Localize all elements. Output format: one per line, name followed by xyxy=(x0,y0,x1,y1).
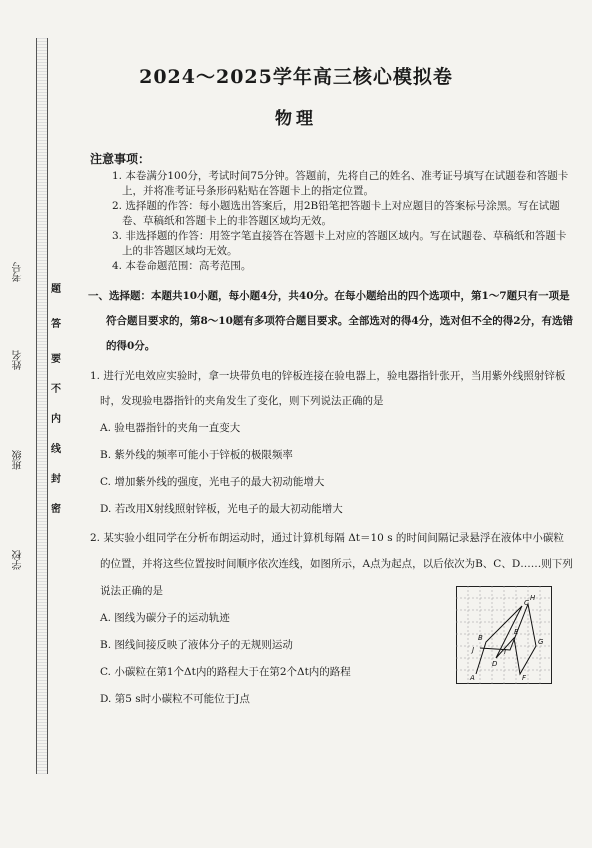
question-2-stem: 的位置，并将这些位置按时间顺序依次连线，如图所示，A点为起点，以后依次为B、C、D……则下列 xyxy=(100,558,573,570)
question-1-option-a: A. 验电器指针的夹角一直变大 xyxy=(100,422,241,434)
question-2-stem: 2. 某实验小组同学在分析布朗运动时，通过计算机每隔 Δt＝10 s 的时间间隔记录悬浮在液体中小碳粒 xyxy=(90,532,564,544)
notice-line: 1. 本卷满分100分，考试时间75分钟。答题前，先将自己的姓名、准考证号填写在试题卷和答题卡 xyxy=(112,170,569,182)
seal-char: 题 xyxy=(51,284,61,295)
question-1-stem: 时，发现验电器指针的夹角发生了变化，则下列说法正确的是 xyxy=(100,395,384,407)
notice-line: 上，并将准考证号条形码粘贴在答题卡上的指定位置。 xyxy=(122,185,374,197)
point-label: G xyxy=(538,638,544,646)
notice-line: 3. 非选择题的作答：用签字笔直接答在答题卡上对应的答题区域内。写在试题卷、草稿纸和答题卡 xyxy=(112,230,567,242)
section-instructions: 符合题目要求的，第8～10题有多项符合题目要求。全部选对的得4分，选对但不全的得2分，有选错 xyxy=(106,315,574,327)
question-2-stem: 说法正确的是 xyxy=(100,585,163,597)
particle-path xyxy=(476,604,536,674)
notice-line: 卷、草稿纸和答题卡上的非答题区域均无效。 xyxy=(122,215,332,227)
exam-subject: 物理 xyxy=(275,109,317,129)
seal-char: 要 xyxy=(51,354,61,365)
class-label: 班级 xyxy=(13,450,24,470)
school-label: 学校 xyxy=(13,550,24,570)
question-1-stem: 1. 进行光电效应实验时，拿一块带负电的锌板连接在验电器上，验电器指针张开，当用紫外线照射锌板 xyxy=(90,370,566,382)
name-label: 姓名 xyxy=(13,350,24,370)
question-2-option-c: C. 小碳粒在第1个Δt内的路程大于在第2个Δt内的路程 xyxy=(100,666,351,678)
question-2-option-d: D. 第5 s时小碳粒不可能位于J点 xyxy=(100,693,250,705)
point-label: E xyxy=(514,628,519,636)
question-2-option-b: B. 图线间接反映了液体分子的无规则运动 xyxy=(100,639,293,651)
notice-line: 上的非答题区域均无效。 xyxy=(122,245,238,257)
seal-char: 线 xyxy=(51,444,61,455)
question-1-option-b: B. 紫外线的频率可能小于锌板的极限频率 xyxy=(100,449,293,461)
section-instructions: 一、选择题：本题共10小题，每小题4分，共40分。在每小题给出的四个选项中，第1～7题只有一项是 xyxy=(88,290,570,302)
notice-heading: 注意事项： xyxy=(90,152,151,166)
point-label: A xyxy=(470,674,475,682)
point-label: C xyxy=(524,599,529,607)
notice-line: 4. 本卷命题范围：高考范围。 xyxy=(112,260,252,272)
binding-strip xyxy=(36,38,48,774)
brownian-motion-figure xyxy=(456,586,552,684)
point-label: B xyxy=(478,634,483,642)
point-label: I xyxy=(504,648,507,656)
question-2-option-a: A. 图线为碳分子的运动轨迹 xyxy=(100,612,230,624)
seal-char: 答 xyxy=(51,319,61,330)
section-instructions: 的得0分。 xyxy=(106,340,156,352)
point-label: H xyxy=(530,594,536,602)
point-label: D xyxy=(492,660,498,668)
question-1-option-c: C. 增加紫外线的强度，光电子的最大初动能增大 xyxy=(100,476,325,488)
seal-char: 密 xyxy=(51,504,61,515)
exam-title: 2024～2025学年高三核心模拟卷 xyxy=(139,66,453,88)
seal-char: 封 xyxy=(51,474,61,485)
point-label: F xyxy=(522,674,527,682)
seal-char: 不 xyxy=(51,384,61,395)
point-label: J xyxy=(472,646,475,654)
seal-char: 内 xyxy=(51,414,61,425)
notice-line: 2. 选择题的作答：每小题选出答案后，用2B铅笔把答题卡上对应题目的答案标号涂黑。写在试题 xyxy=(112,200,560,212)
question-1-option-d: D. 若改用X射线照射锌板，光电子的最大初动能增大 xyxy=(100,503,343,515)
exam-no-label: 考号 xyxy=(13,262,24,282)
